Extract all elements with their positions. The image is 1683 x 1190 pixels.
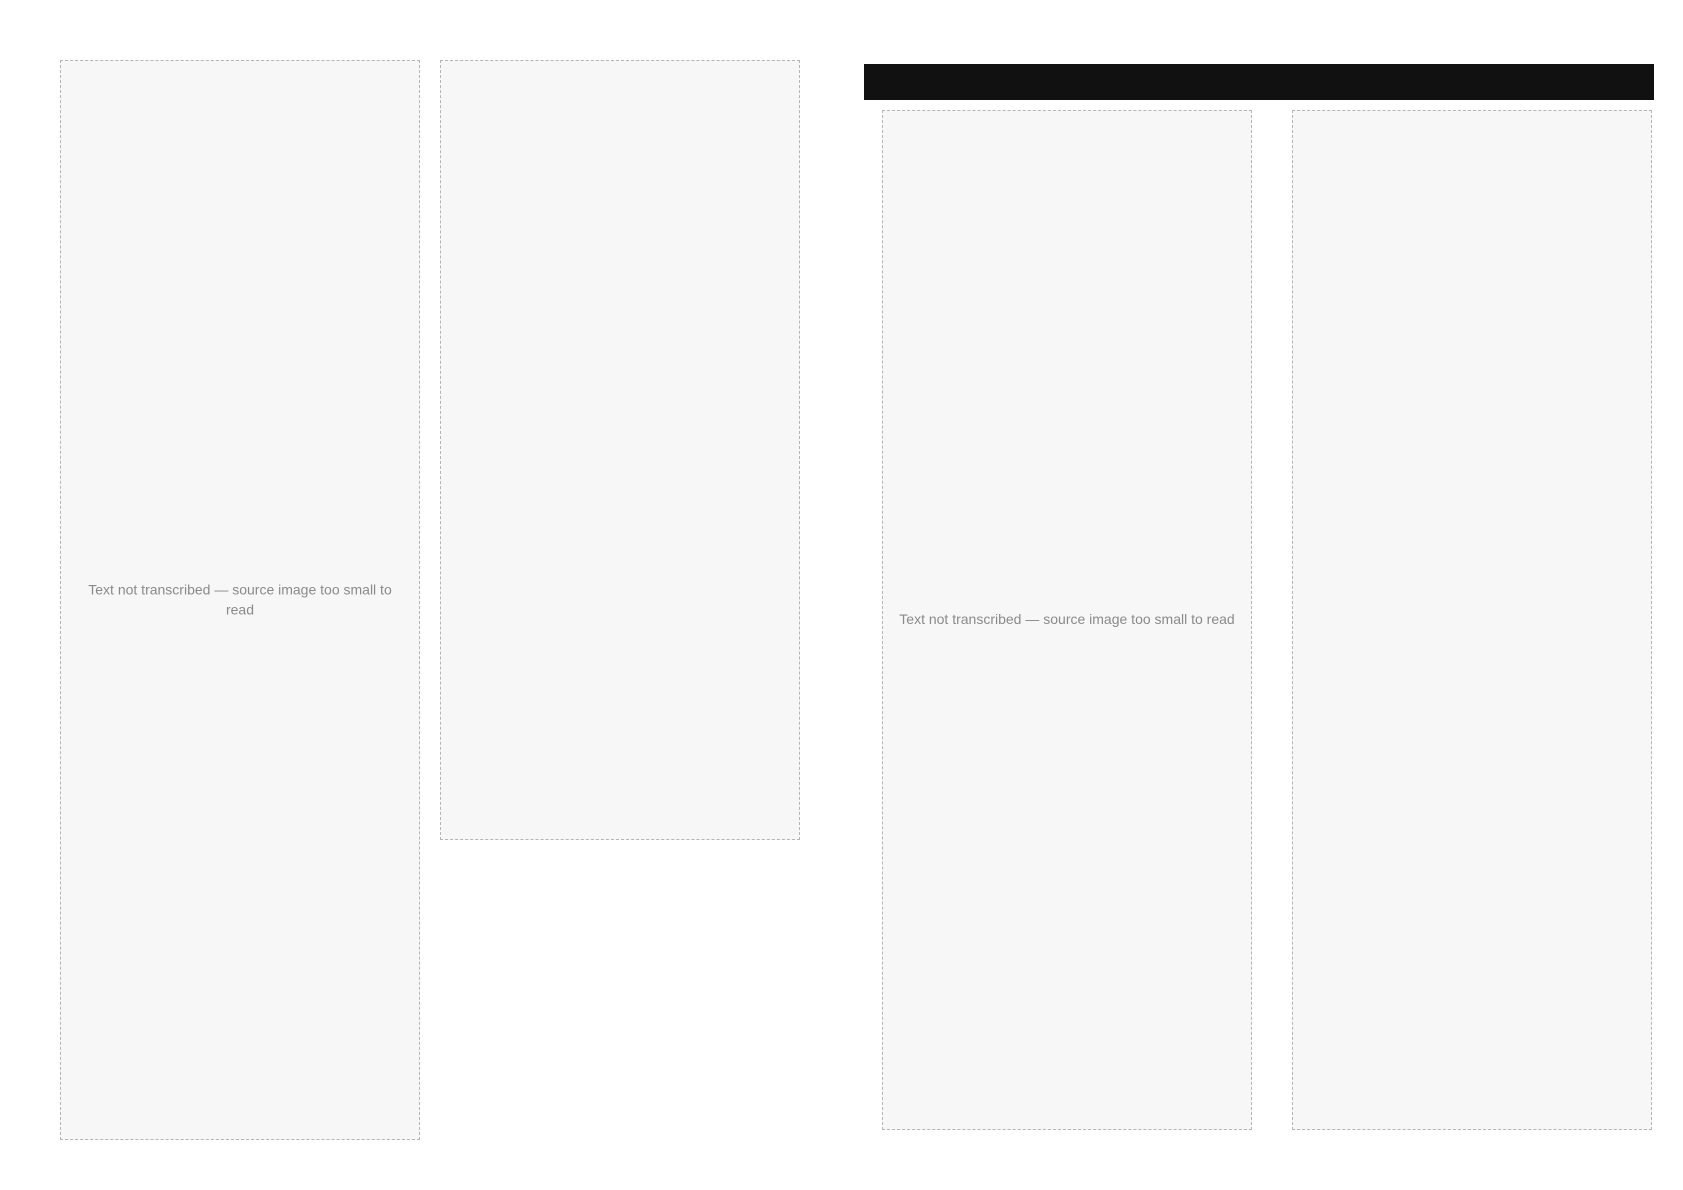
right-page xyxy=(842,0,1683,1190)
language-banner xyxy=(864,64,1654,100)
right-page-column-2 xyxy=(1292,110,1652,1130)
right-page-placeholder: Text not transcribed — source image too small to read xyxy=(899,611,1235,628)
left-page-column-2 xyxy=(440,60,800,840)
right-page-column-1 xyxy=(882,110,1252,1130)
left-page-column-1 xyxy=(60,60,420,1140)
left-page-placeholder: Text not transcribed — source image too small to read xyxy=(88,581,392,617)
